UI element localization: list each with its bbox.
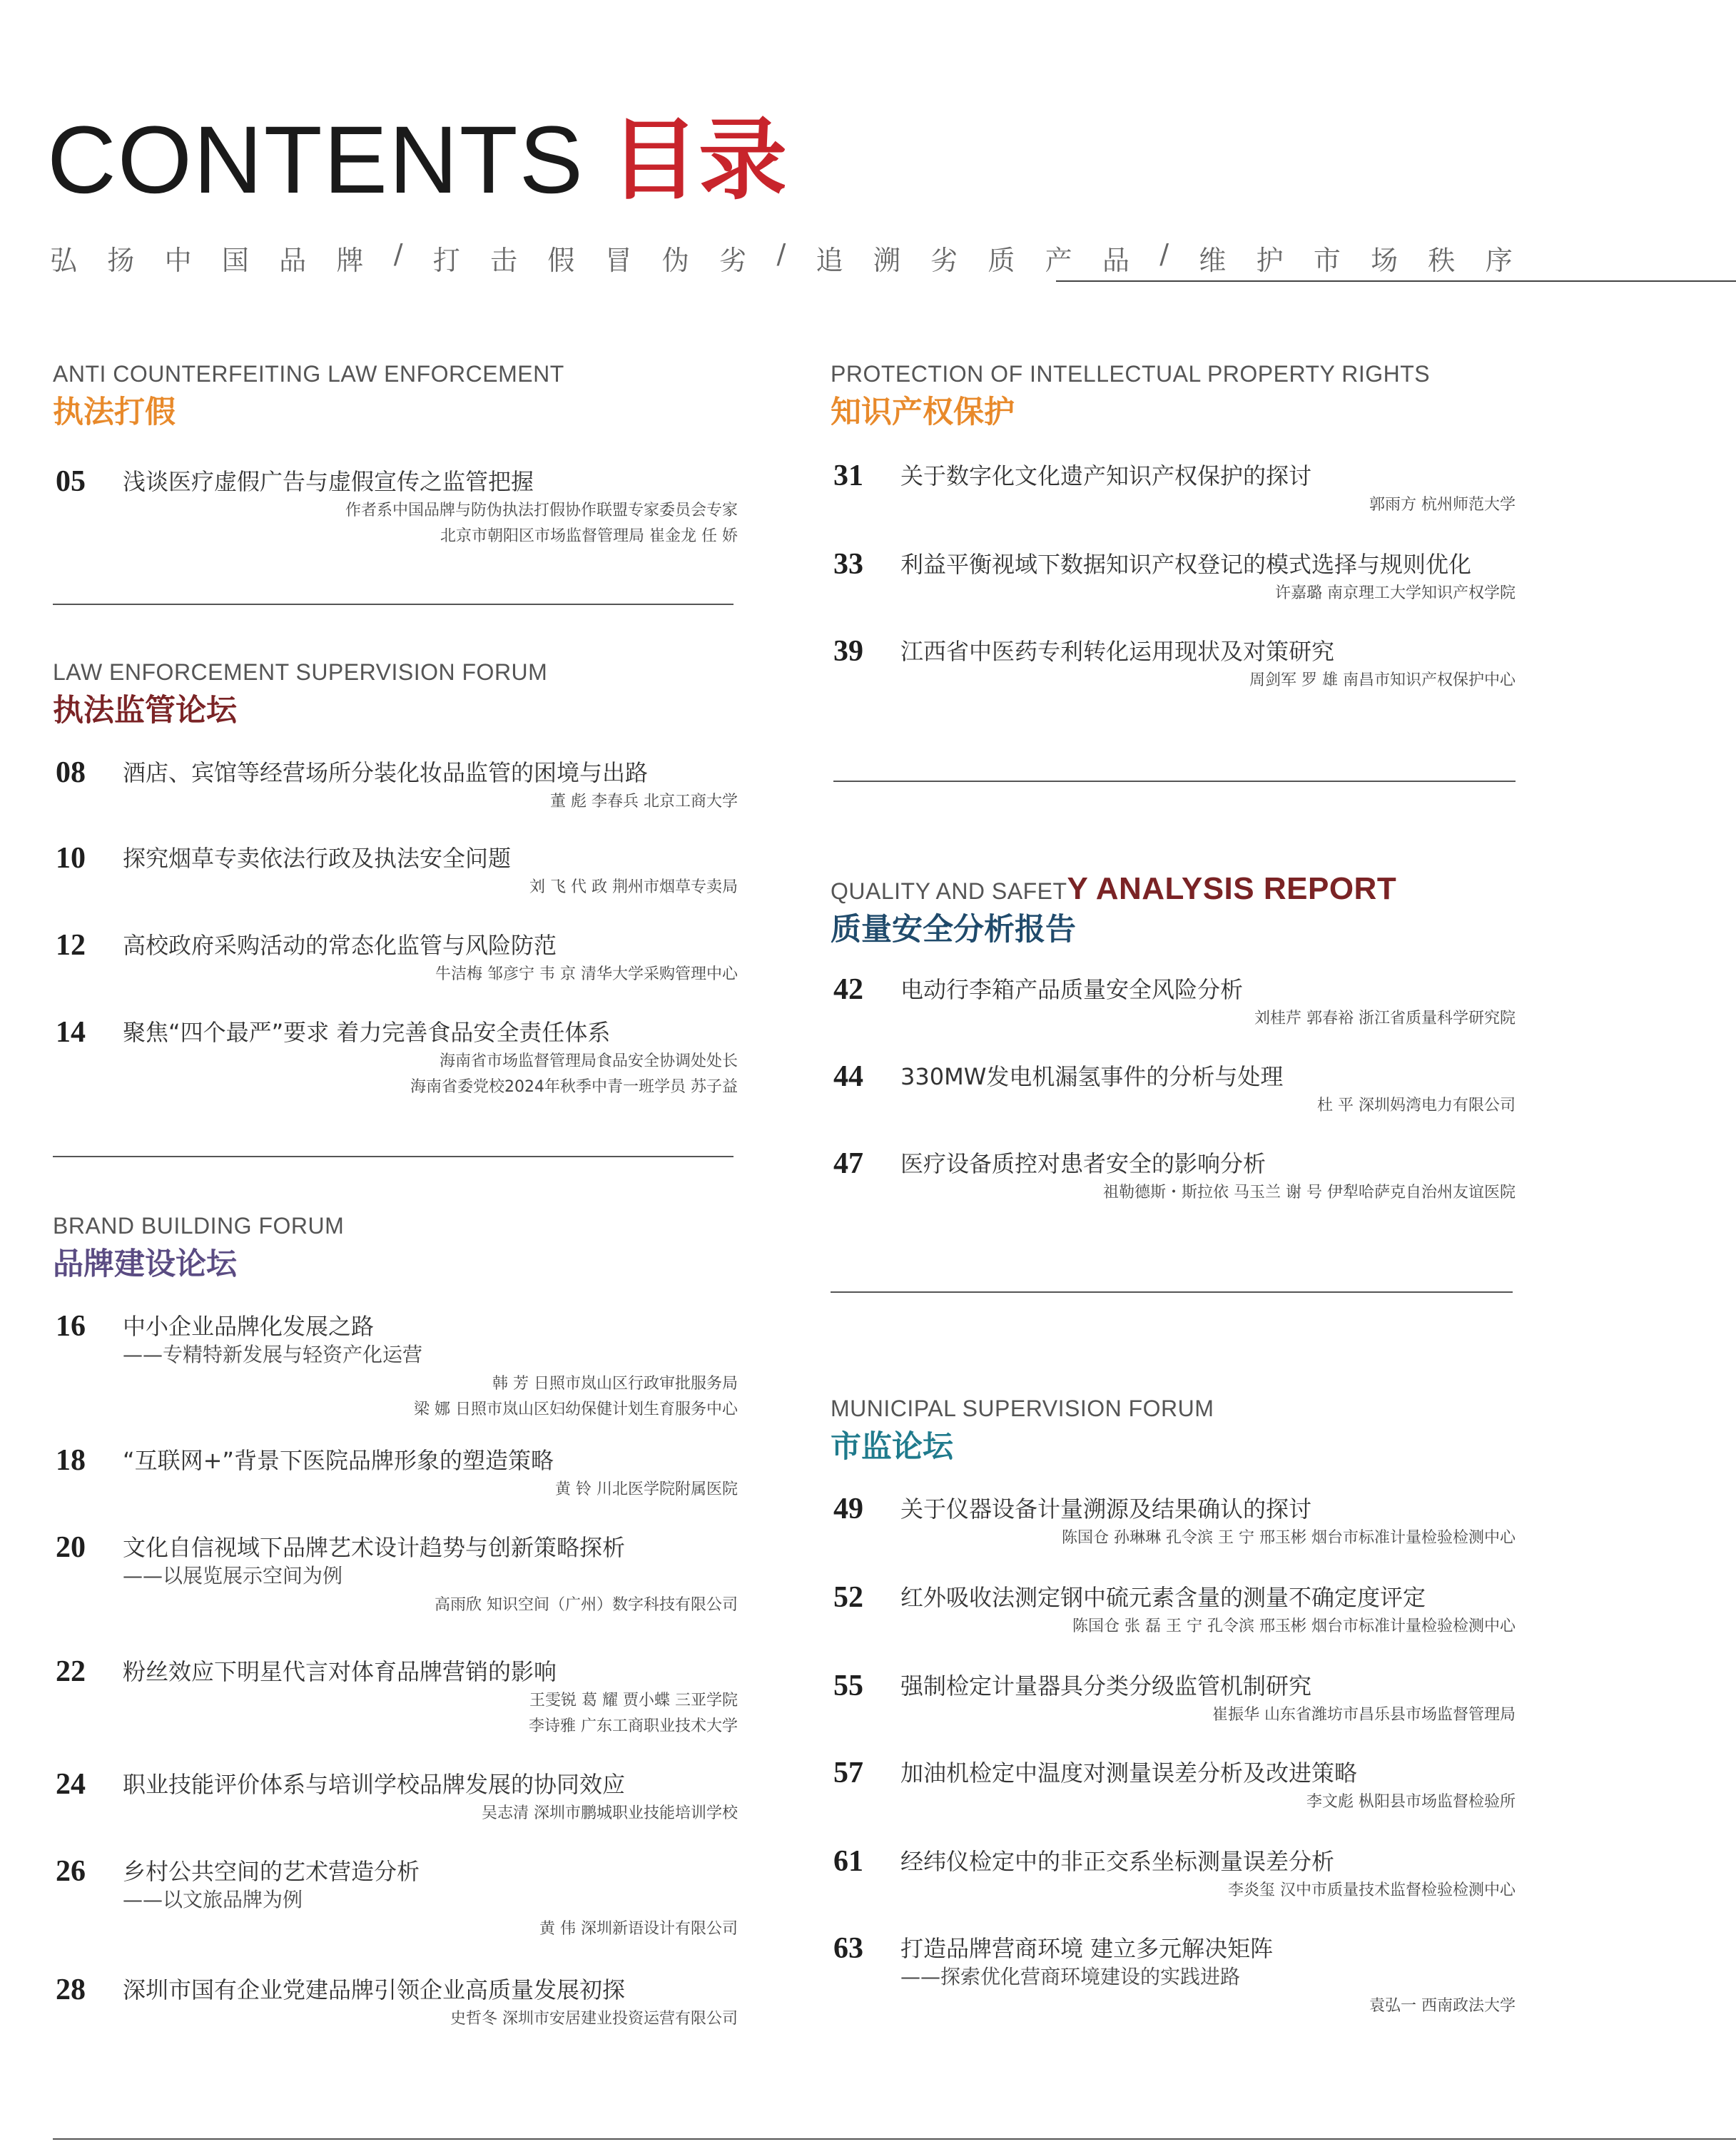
contents-title (47, 107, 787, 214)
article-title[interactable]: 330MW发电机漏氢事件的分析与处理 (900, 1063, 1284, 1090)
article-title[interactable]: 利益平衡视域下数据知识产权登记的模式选择与规则优化 (900, 551, 1472, 578)
page-number: 14 (56, 1016, 86, 1049)
article-title[interactable]: 粉丝效应下明星代言对体育品牌营销的影响 (123, 1658, 557, 1685)
section-title-zh: 质量安全分析报告 (831, 912, 1076, 948)
slogan-char: 牌 (336, 245, 364, 276)
author-line: 史哲冬 深圳市安居建业投资运营有限公司 (450, 2010, 738, 2028)
slogan-char: 假 (547, 245, 575, 276)
author-line: 杜 平 深圳妈湾电力有限公司 (1317, 1097, 1516, 1114)
section-title-zh: 知识产权保护 (831, 395, 1015, 430)
article-subtitle: ——专精特新发展与轻资产化运营 (123, 1343, 423, 1366)
slogan-char: 护 (1256, 245, 1284, 276)
author-line: 陈国仓 张 磊 王 宁 孔令滨 邢玉彬 烟台市标准计量检验检测中心 (1072, 1617, 1516, 1635)
article-title[interactable]: 中小企业品牌化发展之路 (123, 1313, 375, 1340)
author-line: 袁弘一 西南政法大学 (1369, 1997, 1516, 2015)
author-line: 作者系中国品牌与防伪执法打假协作联盟专家委员会专家 (345, 502, 738, 519)
slogan-char: / (393, 238, 403, 270)
page-number: 39 (833, 635, 863, 668)
author-line: 许嘉璐 南京理工大学知识产权学院 (1275, 584, 1516, 602)
divider (53, 604, 734, 605)
slogan-char: 序 (1485, 245, 1513, 276)
page-number: 31 (833, 459, 863, 492)
page-number: 22 (56, 1655, 86, 1688)
page-number: 24 (56, 1768, 86, 1801)
article-subtitle: ——探索优化营商环境建设的实践进路 (900, 1965, 1241, 1988)
article-title[interactable]: 经纬仪检定中的非正交系坐标测量误差分析 (900, 1848, 1335, 1875)
author-line: 北京市朝阳区市场监督管理局 崔金龙 任 娇 (440, 527, 738, 545)
page-number: 55 (833, 1670, 863, 1702)
slogan-char: 秩 (1428, 245, 1456, 276)
author-line: 陈国仓 孙琳琳 孔令滨 王 宁 邢玉彬 烟台市标准计量检验检测中心 (1062, 1529, 1516, 1547)
section-title-zh: 品牌建设论坛 (53, 1246, 237, 1282)
section-title-en: LAW ENFORCEMENT SUPERVISION FORUM (53, 659, 548, 685)
section-title-en: MUNICIPAL SUPERVISION FORUM (831, 1396, 1214, 1421)
slogan-char: 市 (1313, 245, 1341, 276)
article-title[interactable]: 浅谈医疗虚假广告与虚假宣传之监管把握 (123, 468, 534, 495)
article-title[interactable]: 文化自信视域下品牌艺术设计趋势与创新策略探析 (123, 1534, 626, 1561)
section-title-zh: 市监论坛 (831, 1429, 953, 1465)
section-quality-safety-report (831, 871, 1516, 1201)
page-number: 47 (833, 1147, 863, 1180)
section-title-en: ANTI COUNTERFEITING LAW ENFORCEMENT (53, 361, 564, 387)
article-title[interactable]: 医疗设备质控对患者安全的影响分析 (900, 1150, 1267, 1177)
page-number: 42 (833, 973, 863, 1006)
section-law-enforcement-forum (53, 658, 738, 1096)
article-title[interactable]: 酒店、宾馆等经营场所分装化妆品监管的困境与出路 (123, 759, 649, 786)
title-zh: 目录 (610, 109, 788, 212)
slogan-char: 国 (221, 245, 249, 276)
section-title-en (831, 871, 1516, 906)
author-line: 李诗雅 广东工商职业技术大学 (529, 1717, 738, 1735)
slogan-char: 劣 (719, 245, 747, 276)
section-title-en-part: Y ANALYSIS REPORT (1067, 871, 1397, 906)
page-number: 63 (833, 1932, 863, 1965)
page-number: 52 (833, 1581, 863, 1614)
slogan-char: / (776, 238, 786, 270)
article-title[interactable]: 加油机检定中温度对测量误差分析及改进策略 (900, 1759, 1358, 1787)
author-line: 吴志清 深圳市鹏城职业技能培训学校 (482, 1804, 738, 1822)
page-number: 12 (56, 929, 86, 962)
slogan-char: 场 (1371, 245, 1399, 276)
author-line: 周剑军 罗 雄 南昌市知识产权保护中心 (1249, 671, 1516, 689)
slogan-char: 打 (432, 245, 460, 276)
slogan-char: 击 (490, 245, 518, 276)
section-title-zh: 执法监管论坛 (53, 693, 237, 728)
author-line: 董 彪 李春兵 北京工商大学 (550, 793, 738, 811)
author-line: 海南省市场监督管理局食品安全协调处处长 (439, 1052, 738, 1070)
page-number: 26 (56, 1855, 86, 1888)
author-line: 刘桂芹 郭春裕 浙江省质量科学研究院 (1254, 1010, 1516, 1027)
slogan-char: 品 (279, 245, 307, 276)
header-rule (1056, 280, 1736, 282)
section-title-zh: 执法打假 (53, 395, 176, 430)
article-title[interactable]: 深圳市国有企业党建品牌引领企业高质量发展初探 (123, 1976, 626, 2003)
author-line: 韩 芳 日照市岚山区行政审批服务局 (492, 1375, 738, 1393)
article-title[interactable]: 红外吸收法测定钢中硫元素含量的测量不确定度评定 (900, 1584, 1426, 1611)
slogan-char: 中 (164, 245, 192, 276)
article-title[interactable]: 打造品牌营商环境 建立多元解决矩阵 (900, 1935, 1274, 1962)
author-line: 黄 铃 川北医学院附属医院 (555, 1480, 738, 1498)
title-en: CONTENTS (47, 107, 584, 213)
slogan-char: 追 (816, 245, 843, 276)
section-title-en-part: QUALITY AND SAFET (831, 878, 1067, 904)
article-title[interactable]: 职业技能评价体系与培训学校品牌发展的协同效应 (123, 1771, 626, 1798)
page-number: 08 (56, 756, 86, 789)
page-number: 05 (56, 465, 86, 498)
article-title[interactable]: 高校政府采购活动的常态化监管与风险防范 (123, 932, 557, 959)
page-number: 16 (56, 1310, 86, 1343)
article-subtitle: ——以展览展示空间为例 (123, 1564, 343, 1587)
slogan-char: / (1159, 238, 1169, 270)
slogan-char: 品 (1102, 245, 1130, 276)
slogan-char: 扬 (107, 245, 135, 276)
article-title[interactable]: 探究烟草专卖依法行政及执法安全问题 (123, 845, 512, 872)
section-municipal-forum (831, 1394, 1516, 2015)
page-number: 28 (56, 1973, 86, 2006)
author-line: 海南省委党校2024年秋季中青一班学员 苏子益 (410, 1078, 738, 1096)
author-line: 崔振华 山东省潍坊市昌乐县市场监督管理局 (1212, 1706, 1516, 1724)
section-brand-building-forum (53, 1211, 738, 2028)
divider (53, 1156, 734, 1157)
slogan-char: 劣 (930, 245, 958, 276)
slogan-char: 质 (988, 245, 1015, 276)
section-ip-protection (831, 360, 1516, 689)
page-number: 18 (56, 1444, 86, 1477)
article-title[interactable]: “互联网+”背景下医院品牌形象的塑造策略 (123, 1447, 554, 1474)
section-title-en: PROTECTION OF INTELLECTUAL PROPERTY RIGHTS (831, 361, 1431, 387)
article-subtitle: ——以文旅品牌为例 (123, 1888, 303, 1911)
page-number: 44 (833, 1060, 863, 1093)
article-title[interactable]: 聚焦“四个最严”要求 着力完善食品安全责任体系 (123, 1019, 611, 1046)
slogan-char: 冒 (604, 245, 632, 276)
bottom-rule (53, 2138, 1736, 2140)
page-number: 57 (833, 1757, 863, 1789)
author-line: 刘 飞 代 政 荆州市烟草专卖局 (529, 878, 738, 896)
author-line: 祖勒德斯・斯拉依 马玉兰 谢 号 伊犁哈萨克自治州友谊医院 (1103, 1184, 1516, 1201)
author-line: 高雨欣 知识空间（广州）数字科技有限公司 (435, 1596, 738, 1614)
page-number: 33 (833, 548, 863, 581)
author-line: 王雯锐 葛 耀 贾小蝶 三亚学院 (529, 1692, 738, 1709)
page-number: 49 (833, 1493, 863, 1525)
slogan (50, 238, 1513, 278)
author-line: 李炎玺 汉中市质量技术监督检验检测中心 (1228, 1881, 1516, 1899)
author-line: 郭雨方 杭州师范大学 (1369, 496, 1516, 514)
author-line: 牛洁梅 邹彦宁 韦 京 清华大学采购管理中心 (435, 965, 738, 983)
page-number: 20 (56, 1531, 86, 1564)
article-title[interactable]: 乡村公共空间的艺术营造分析 (123, 1858, 420, 1885)
slogan-char: 弘 (50, 245, 78, 276)
article-title[interactable]: 关于仪器设备计量溯源及结果确认的探讨 (900, 1495, 1312, 1523)
article-title[interactable]: 强制检定计量器具分类分级监管机制研究 (900, 1672, 1312, 1700)
page-number: 10 (56, 842, 86, 875)
author-line: 黄 伟 深圳新语设计有限公司 (539, 1920, 738, 1938)
author-line: 李文彪 枞阳县市场监督检验所 (1306, 1793, 1516, 1811)
divider (831, 1291, 1513, 1293)
author-line: 梁 娜 日照市岚山区妇幼保健计划生育服务中心 (414, 1401, 738, 1418)
section-anti-counterfeiting (53, 360, 738, 545)
article-title[interactable]: 电动行李箱产品质量安全风险分析 (900, 976, 1244, 1003)
slogan-char: 产 (1045, 245, 1072, 276)
slogan-char: 溯 (873, 245, 900, 276)
slogan-char: 维 (1199, 245, 1227, 276)
article-title[interactable]: 关于数字化文化遗产知识产权保护的探讨 (900, 462, 1312, 489)
article-title[interactable]: 江西省中医药专利转化运用现状及对策研究 (900, 638, 1335, 665)
page-number: 61 (833, 1845, 863, 1878)
slogan-char: 伪 (661, 245, 689, 276)
section-title-en: BRAND BUILDING FORUM (53, 1213, 345, 1239)
divider (833, 781, 1516, 782)
